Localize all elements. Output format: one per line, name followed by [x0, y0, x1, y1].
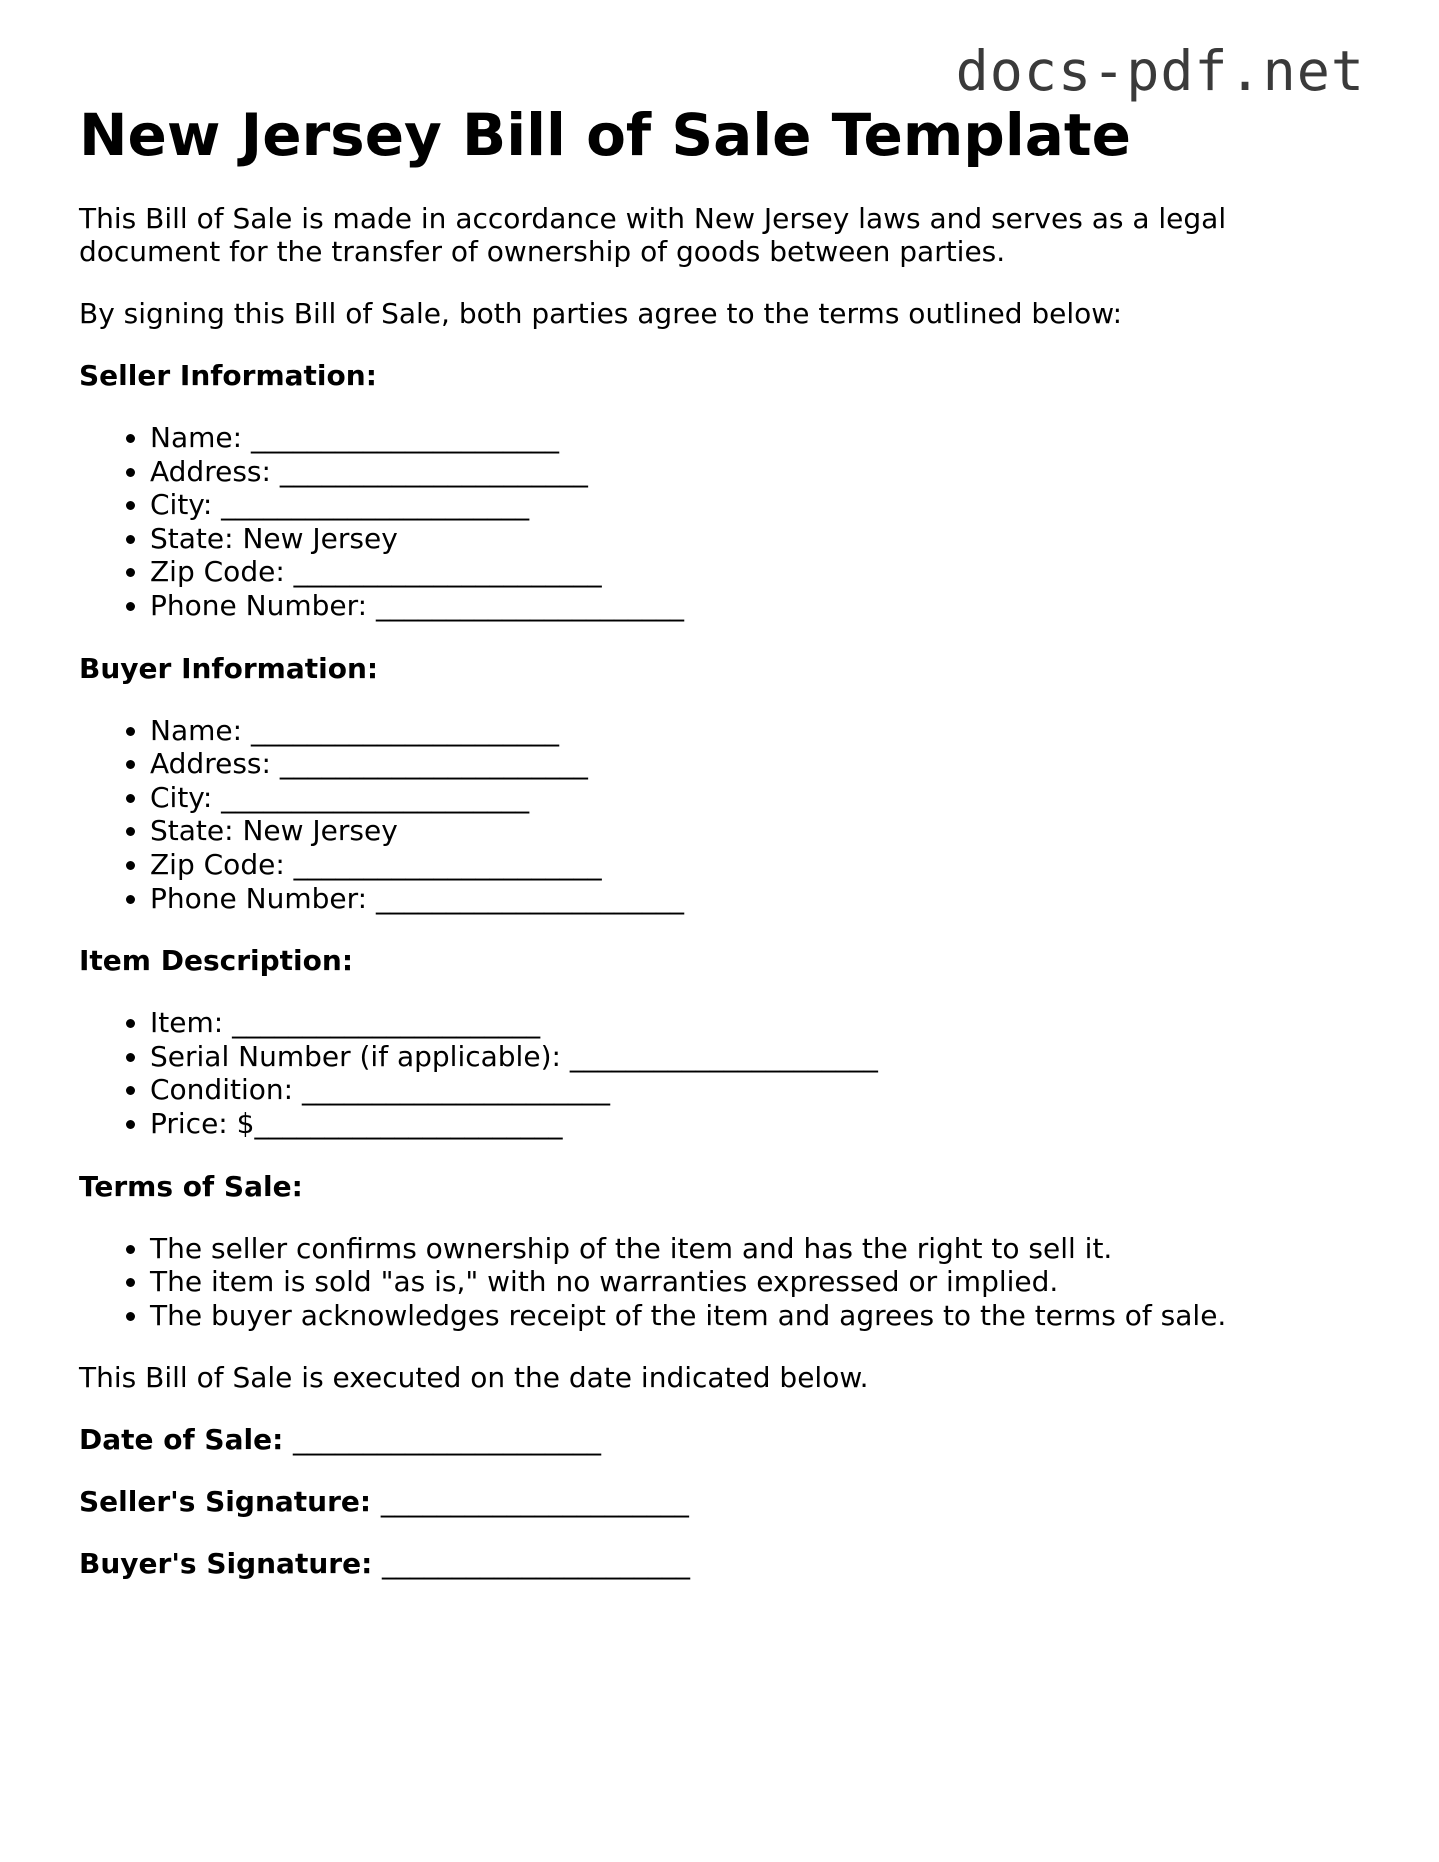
terms-item: • The buyer acknowledges receipt of the item and agrees to the terms of sale. — [150, 1299, 1369, 1333]
seller-zip-field: • Zip Code: ______________________ — [150, 555, 1369, 589]
item-serial-field: • Serial Number (if applicable): ______________________ — [150, 1040, 1369, 1074]
terms-list — [79, 1232, 1369, 1333]
buyer-state-field: • State: New Jersey — [150, 814, 1369, 848]
item-condition-field: • Condition: ______________________ — [150, 1073, 1369, 1107]
seller-name-field: • Name: ______________________ — [150, 421, 1369, 455]
seller-signature-line — [79, 1485, 1369, 1518]
item-description-list — [79, 1006, 1369, 1140]
buyer-signature-label: Buyer's Signature: — [79, 1547, 373, 1581]
buyer-address-field: • Address: ______________________ — [150, 747, 1369, 781]
intro-paragraph: This Bill of Sale is made in accordance with New Jersey laws and serves as a legal document for the transfer of ownership of goods between parties. — [79, 202, 1227, 268]
page-title: New Jersey Bill of Sale Template — [79, 101, 1131, 169]
item-name-field: • Item: ______________________ — [150, 1006, 1369, 1040]
date-of-sale-blank: ______________________ — [293, 1423, 602, 1457]
date-of-sale-label: Date of Sale: — [79, 1423, 284, 1457]
item-section-heading: Item Description: — [79, 944, 354, 978]
buyer-zip-field: • Zip Code: ______________________ — [150, 848, 1369, 882]
buyer-phone-field: • Phone Number: ______________________ — [150, 882, 1369, 916]
terms-item: • The item is sold "as is," with no warranties expressed or implied. — [150, 1265, 1369, 1299]
buyer-signature-blank: ______________________ — [382, 1547, 691, 1581]
buyer-signature-line — [79, 1547, 1369, 1580]
seller-section-heading: Seller Information: — [79, 359, 377, 392]
document-page — [79, 98, 1369, 1580]
execution-statement: This Bill of Sale is executed on the date indicated below. — [79, 1361, 869, 1395]
seller-phone-field: • Phone Number: ______________________ — [150, 589, 1369, 623]
watermark: docs-pdf.net — [955, 39, 1365, 103]
agreement-paragraph: By signing this Bill of Sale, both parties agree to the terms outlined below: — [79, 297, 1123, 330]
buyer-section-heading: Buyer Information: — [79, 651, 379, 685]
seller-signature-label: Seller's Signature: — [79, 1485, 372, 1519]
buyer-info-list — [79, 714, 1369, 916]
seller-address-field: • Address: ______________________ — [150, 455, 1369, 489]
seller-info-list — [79, 421, 1369, 623]
seller-city-field: • City: ______________________ — [150, 488, 1369, 522]
date-of-sale-line — [79, 1423, 1369, 1456]
seller-signature-blank: ______________________ — [380, 1485, 689, 1519]
buyer-city-field: • City: ______________________ — [150, 781, 1369, 815]
seller-state-field: • State: New Jersey — [150, 522, 1369, 556]
terms-item: • The seller confirms ownership of the item and has the right to sell it. — [150, 1232, 1369, 1266]
item-price-field: • Price: $______________________ — [150, 1107, 1369, 1141]
terms-section-heading: Terms of Sale: — [79, 1169, 303, 1203]
buyer-name-field: • Name: ______________________ — [150, 714, 1369, 748]
